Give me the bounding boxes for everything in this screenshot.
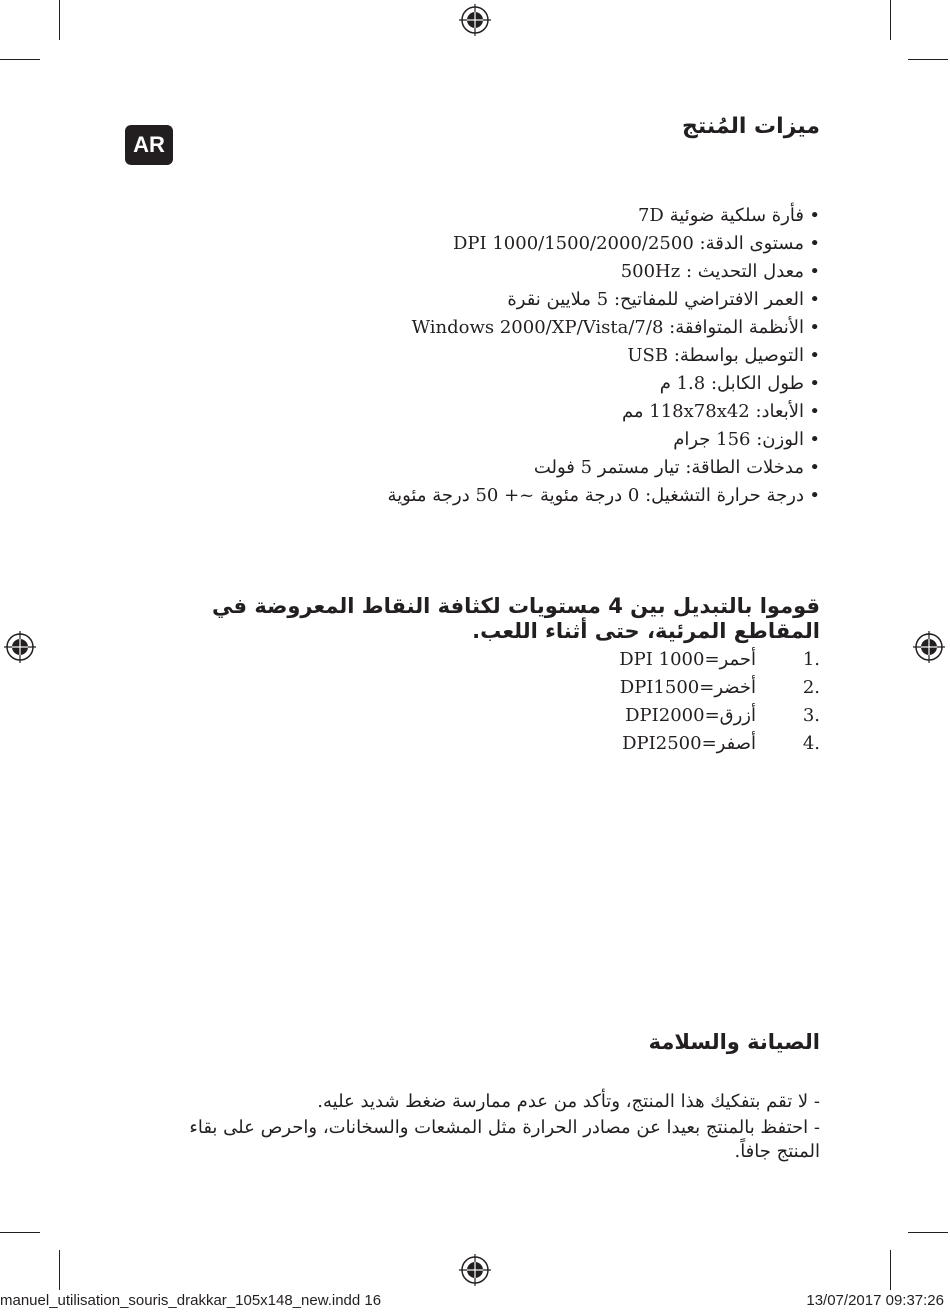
dpi-level-text: أخضر=DPI1500 [619, 677, 756, 698]
language-badge: AR [125, 125, 173, 165]
feature-item: • مستوى الدقة: DPI 1000/1500/2000/2500 [220, 230, 820, 258]
feature-item: • فأرة سلكية ضوئية 7D [220, 202, 820, 230]
safety-section [170, 1090, 820, 1166]
feature-item: • العمر الافتراضي للمفاتيح: 5 ملايين نقرة [220, 286, 820, 314]
feature-item: • درجة حرارة التشغيل: 0 درجة مئوية ~+ 50 درجة مئوية [220, 482, 820, 510]
dpi-heading: قوموا بالتبديل بين 4 مستويات لكثافة النقاط المعروضة في المقاطع المرئية، حتى أثناء اللعب. [212, 594, 820, 643]
safety-paragraph: - لا تقم بتفكيك هذا المنتج، وتأكد من عدم ممارسة ضغط شديد عليه. [317, 1091, 820, 1112]
feature-item: • الوزن: 156 جرام [220, 426, 820, 454]
feature-item: • التوصيل بواسطة: USB [220, 342, 820, 370]
registration-mark-icon [913, 631, 945, 663]
safety-title: الصيانة والسلامة [648, 1030, 820, 1054]
crop-mark [59, 1250, 60, 1290]
dpi-level-item [560, 646, 820, 674]
list-number: 4. [802, 733, 820, 754]
crop-mark [0, 59, 40, 60]
crop-mark [890, 0, 891, 40]
feature-item: • الأنظمة المتوافقة: Windows 2000/XP/Vista/7/8 [220, 314, 820, 342]
list-number: 3. [802, 705, 820, 726]
registration-mark-icon [459, 4, 491, 36]
features-title: ميزات المُنتج [682, 114, 820, 139]
dpi-level-text: أزرق=DPI2000 [625, 705, 756, 726]
feature-item: • معدل التحديث : 500Hz [220, 258, 820, 286]
feature-item: • مدخلات الطاقة: تيار مستمر 5 فولت [220, 454, 820, 482]
dpi-level-item [560, 730, 820, 758]
crop-mark [59, 0, 60, 40]
registration-mark-icon [459, 1254, 491, 1286]
dpi-level-item [560, 702, 820, 730]
crop-mark [890, 1250, 891, 1290]
feature-item: • الأبعاد: 118x78x42 مم [220, 398, 820, 426]
dpi-level-item [560, 674, 820, 702]
dpi-level-text: أصفر=DPI2500 [622, 733, 756, 754]
dpi-levels-list [560, 646, 820, 758]
dpi-level-text: أحمر=DPI 1000 [619, 649, 756, 670]
safety-paragraph: - احتفظ بالمنتج بعيدا عن مصادر الحرارة مثل المشعات والسخانات، واحرص على بقاء المنتج جافاً. [189, 1117, 820, 1162]
slug-timestamp: 13/07/2017 09:37:26 [806, 1292, 944, 1309]
print-slug [0, 1292, 950, 1316]
list-number: 2. [802, 677, 820, 698]
slug-filename: manuel_utilisation_souris_drakkar_105x148_new.indd 16 [0, 1292, 382, 1309]
crop-mark [908, 59, 948, 60]
list-number: 1. [802, 649, 820, 670]
registration-mark-icon [4, 631, 36, 663]
crop-mark [908, 1232, 948, 1233]
features-list [220, 202, 820, 510]
feature-item: • طول الكابل: 1.8 م [220, 370, 820, 398]
crop-mark [0, 1232, 40, 1233]
